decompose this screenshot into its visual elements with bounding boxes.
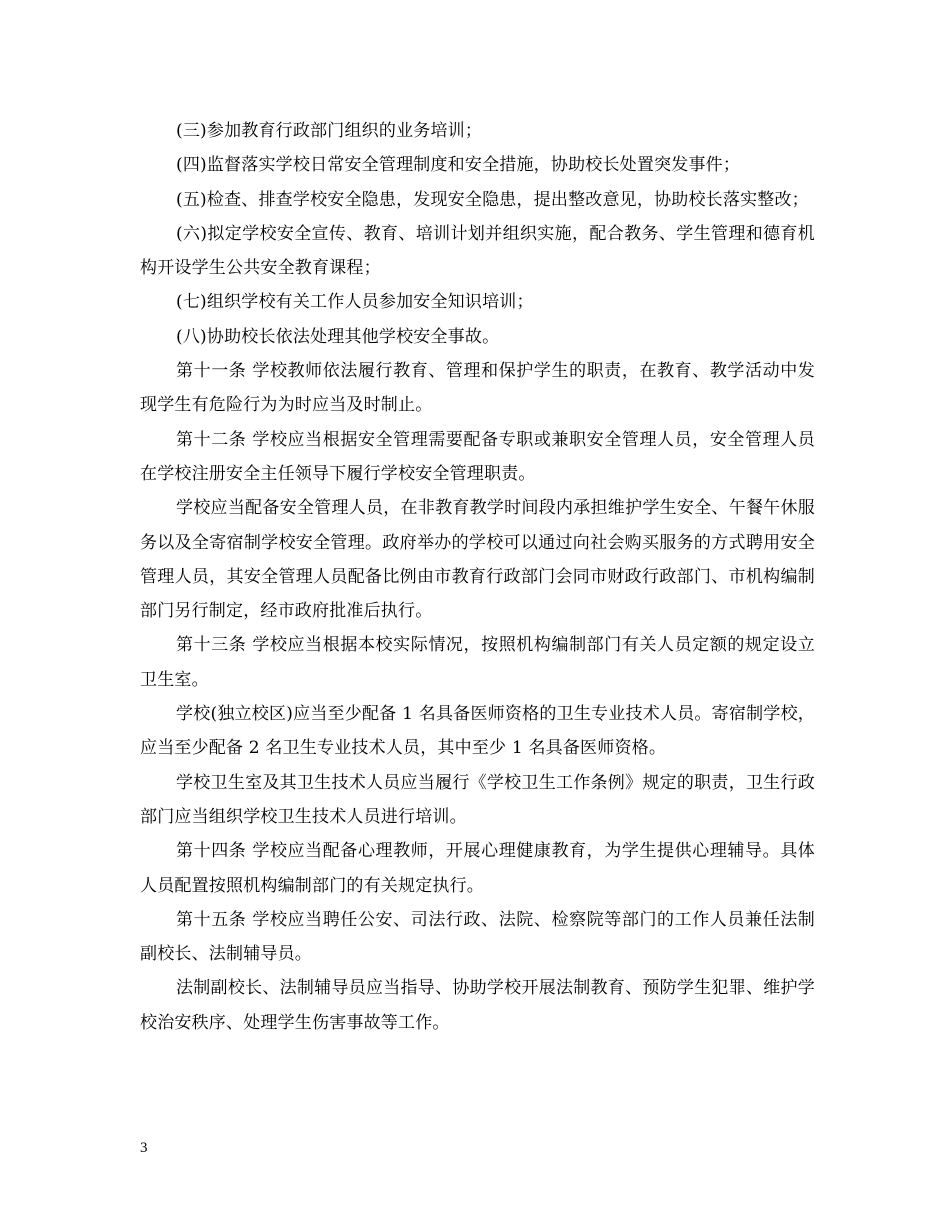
article-13: 第十三条 学校应当根据本校实际情况，按照机构编制部门有关人员定额的规定设立卫生室。 xyxy=(140,635,815,690)
article-15: 第十五条 学校应当聘任公安、司法行政、法院、检察院等部门的工作人员兼任法制副校长、法制辅导员。 xyxy=(140,909,815,965)
article-13-clause-2: 学校(独立校区)应当至少配备 1 名具备医师资格的卫生专业技术人员。寄宿制学校，应当至少配备 2 名卫生专业技术人员，其中至少 1 名具备医师资格。 xyxy=(140,704,815,759)
paragraph-item-8: (八)协助校长依法处理其他学校安全事故。 xyxy=(176,326,500,347)
article-13-clause-3: 学校卫生室及其卫生技术人员应当履行《学校卫生工作条例》规定的职责，卫生行政部门应当组织学校卫生技术人员进行培训。 xyxy=(140,772,815,827)
article-14: 第十四条 学校应当配备心理教师，开展心理健康教育，为学生提供心理辅导。具体人员配置按照机构编制部门的有关规定执行。 xyxy=(140,841,815,896)
paragraph-item-5: (五)检查、排查学校安全隐患，发现安全隐患，提出整改意见，协助校长落实整改； xyxy=(176,189,809,210)
paragraph-item-7: (七)组织学校有关工作人员参加安全知识培训； xyxy=(176,292,534,313)
article-15-clause-2: 法制副校长、法制辅导员应当指导、协助学校开展法制教育、预防学生犯罪、维护学校治安秩序、处理学生伤害事故等工作。 xyxy=(140,978,815,1033)
document-body xyxy=(140,114,815,1040)
article-11: 第十一条 学校教师依法履行教育、管理和保护学生的职责，在教育、教学活动中发现学生有危险行为为时应当及时制止。 xyxy=(140,361,815,416)
paragraph-item-3: (三)参加教育行政部门组织的业务培训； xyxy=(176,121,483,141)
paragraph-item-6: (六)拟定学校安全宣传、教育、培训计划并组织实施，配合教务、学生管理和德育机构开设学生公共安全教育课程； xyxy=(140,223,815,279)
article-12: 第十二条 学校应当根据安全管理需要配备专职或兼职安全管理人员，安全管理人员在学校注册安全主任领导下履行学校安全管理职责。 xyxy=(140,429,815,484)
article-12-clause-2: 学校应当配备安全管理人员，在非教育教学时间段内承担维护学生安全、午餐午休服务以及全寄宿制学校安全管理。政府举办的学校可以通过向社会购买服务的方式聘用安全管理人员，其安全管理人员配备比例由市教育行政部门会同市财政行政部门、市机构编制部门另行制定，经市政府批准后执行。 xyxy=(140,498,815,622)
page-number: 3 xyxy=(140,1140,148,1156)
paragraph-item-4: (四)监督落实学校日常安全管理制度和安全措施，协助校长处置突发事件； xyxy=(176,155,741,176)
